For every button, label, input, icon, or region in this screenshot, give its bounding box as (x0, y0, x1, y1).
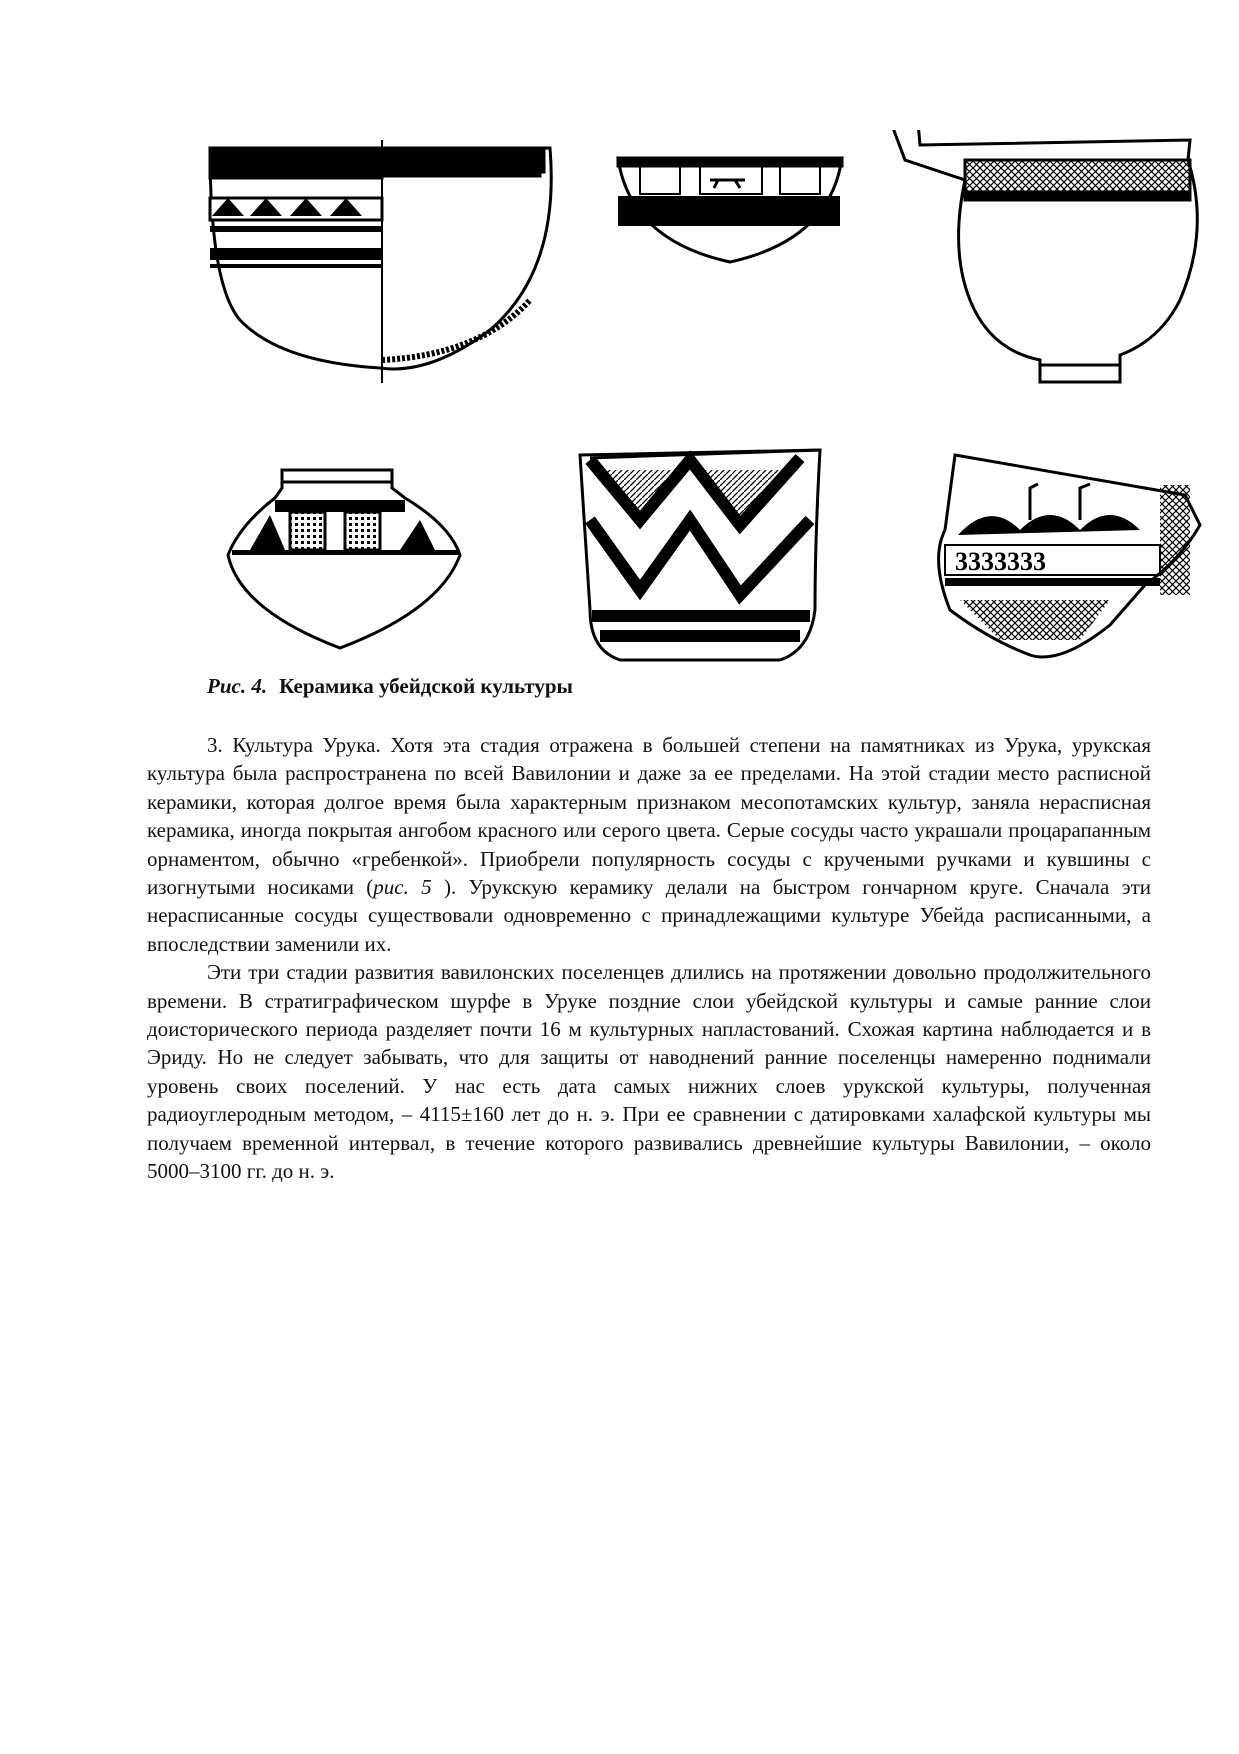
paragraph-1-end: ). Урукскую керамику делали на быстром гончарном круге. Сначала эти нерасписанные сосуды существовали одновременно с принадлежащими культуре Убейда расписанными, а впоследствии заменили их. (147, 875, 1151, 956)
figure-label: Рис. 4. (207, 674, 268, 698)
paragraph-2: Эти три стадии развития вавилонских поселенцев длились на протяжении довольно продолжительного времени. В стратиграфическом шурфе в Уруке поздние слои убейдской культуры и самые ранние слои доисторического периода разделяет почти 16 м культурных напластований. Схожая картина наблюдается и в Эриду. Но не следует забывать, что для защиты от наводнений ранние поселенцы намеренно поднимали уровень своих поселений. У нас есть дата самых нижних слоев урукской культуры, полученная радиоуглеродным методом, – 4115±160 лет до н. э. При ее сравнении с датировками халафской культуры мы получаем временной интервал, в течение которого развивались древнейшие культуры Вавилонии, – около 5000–3100 гг. до н. э. (147, 960, 1151, 1184)
hemispherical-bowl (210, 140, 551, 383)
paragraph-1-start: 3. Культура Урука. Хотя эта стадия отражена в большей степени на памятниках из Урука, урукская культура была распространена по всей Вавилонии и даже за ее пределами. На этой стадии место расписной керамики, которая долгое время была характерным признаком месопотамских культур, заняла нерасписная керамика, иногда покрытая ангобом красного или серого цвета. Серые сосуды часто украшали процарапанным орнаментом, обычно «гребенкой». Приобрели популярность сосуды с кручеными ручками и кувшины с изогнутыми носиками ( (147, 733, 1151, 900)
shallow-bowl (618, 158, 842, 262)
carinated-jar (228, 470, 460, 648)
figure-reference: рис. 5 (373, 875, 432, 900)
pottery-drawings (190, 130, 1230, 690)
paragraph-1 (147, 731, 1151, 958)
bird-motif-bowl (939, 455, 1200, 657)
body-text (147, 731, 1151, 1186)
pottery-figure (190, 130, 1230, 690)
svg-text:3333333: 3333333 (955, 547, 1046, 576)
spouted-jar (890, 130, 1197, 382)
figure-caption (207, 674, 573, 699)
figure-caption-text: Керамика убейдской культуры (279, 674, 573, 698)
beaker-zigzag (580, 450, 820, 660)
